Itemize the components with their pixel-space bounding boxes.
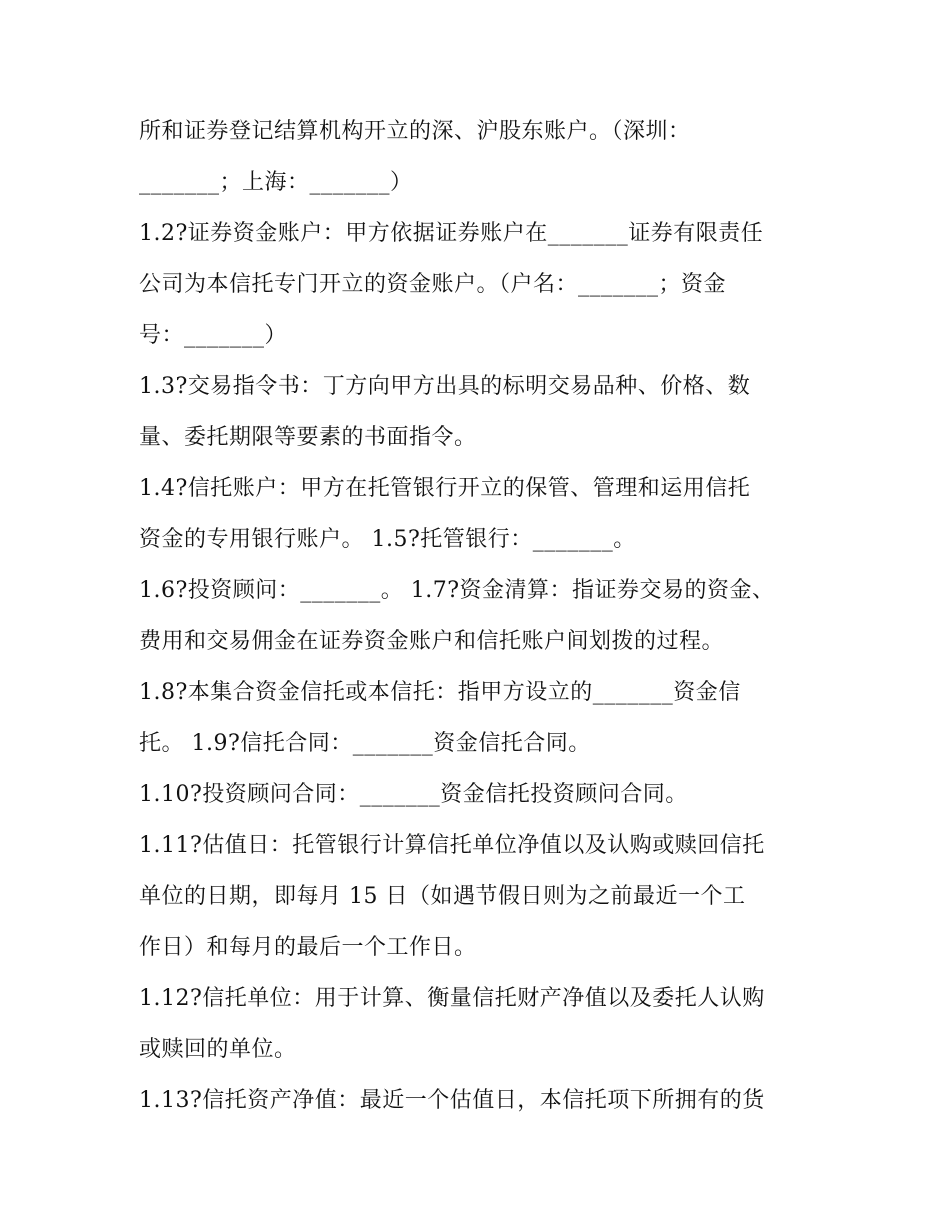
text-line: 单位的日期，即每月 15 日（如遇节假日则为之前最近一个工 — [139, 884, 746, 909]
text-line: 所和证券登记结算机构开立的深、沪股东账户。（深圳： — [139, 119, 691, 144]
text-line: 1.12?信托单位：用于计算、衡量信托财产净值以及委托人认购 — [139, 986, 765, 1011]
document-body — [139, 106, 819, 1126]
text-line: 1.10?投资顾问合同：_______资金信托投资顾问合同。 — [139, 782, 688, 807]
text-line: 1.2?证券资金账户：甲方依据证券账户在_______证券有限责任 — [139, 221, 764, 246]
text-line: 1.3?交易指令书：丁方向甲方出具的标明交易品种、价格、数 — [139, 374, 751, 399]
text-line: 量、委托期限等要素的书面指令。 — [139, 425, 477, 450]
text-line: 1.6?投资顾问：_______。 1.7?资金清算：指证券交易的资金、 — [139, 578, 775, 603]
text-line: 作日）和每月的最后一个工作日。 — [139, 935, 477, 960]
text-line: 公司为本信托专门开立的资金账户。（户名：_______；资金 — [139, 272, 727, 297]
text-line: 号：_______） — [139, 323, 288, 348]
text-line: 1.8?本集合资金信托或本信托：指甲方设立的_______资金信 — [139, 680, 741, 705]
text-line: 托。 1.9?信托合同：_______资金信托合同。 — [139, 731, 591, 756]
text-line: 费用和交易佣金在证券资金账户和信托账户间划拨的过程。 — [139, 629, 725, 654]
text-line: 1.4?信托账户：甲方在托管银行开立的保管、管理和运用信托 — [139, 476, 751, 501]
text-line: 1.13?信托资产净值：最近一个估值日，本信托项下所拥有的货 — [139, 1088, 765, 1113]
text-line: 1.11?估值日：托管银行计算信托单位净值以及认购或赎回信托 — [139, 833, 765, 858]
text-line: _______；上海：_______） — [139, 170, 413, 195]
text-line: 资金的专用银行账户。 1.5?托管银行：_______。 — [139, 527, 636, 552]
text-line: 或赎回的单位。 — [139, 1037, 297, 1062]
